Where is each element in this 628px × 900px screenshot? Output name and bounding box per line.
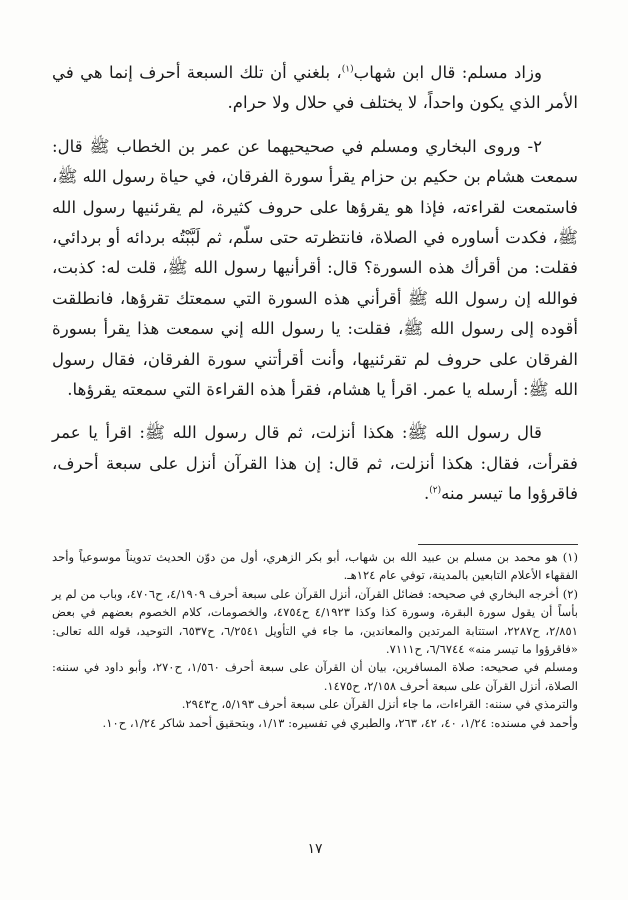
footnote-2-muslim: ومسلم في صحيحه: صلاة المسافرين، بيان أن القرآن على سبعة أحرف ١/٥٦٠، ح٢٧٠، وأبو داود في سننه: الصلاة، أنزل القرآن على سبعة أحرف ٢/١٥٨، ح١٤٧٥. [52, 660, 578, 693]
footnotes [52, 548, 578, 732]
footnote-2-tirmidhi: والترمذي في سننه: القراءات، ما جاء أنزل القرآن على سبعة أحرف ٥/١٩٣، ح٢٩٤٣. [181, 697, 578, 712]
footnote-2-ahmad: وأحمد في مسنده: ١/٢٤، ٤٠، ٤٢، ٢٦٣، والطبري في تفسيره: ١/١٣، وبتحقيق أحمد شاكر ١/٢٤، ح١٠. [102, 715, 578, 730]
book-page [52, 58, 578, 900]
footnote-ref-1[interactable]: (١) [341, 64, 354, 75]
main-text [52, 58, 578, 510]
paragraph-hadith-conclusion: قال رسول الله ﷺ: هكذا أنزلت، ثم قال رسول الله ﷺ: اقرأ يا عمر فقرأت، فقال: هكذا أنزلت، ثم قال: إن هذا القرآن أنزل على سبعة أحرف، فاقرؤوا ما تيسر منه$^{(٢)}$. [52, 423, 578, 504]
footnote-ref-2[interactable]: (٢) [429, 485, 442, 496]
footnote-1: (١) هو محمد بن مسلم بن عبيد الله بن شهاب، أبو بكر الزهري، أول من دوّن الحديث تدويناً موسوعياً وأحد الفقهاء الأعلام التابعين بالمدينة، توفي عام ١٢٤هـ. [52, 550, 578, 583]
page-number: ١٧ [307, 841, 323, 857]
footnote-2: (٢) أخرجه البخاري في صحيحه: فضائل القرآن، أنزل القرآن على سبعة أحرف ٤/١٩٠٩، ح٤٧٠٦، وباب من لم ير بأساً أن يقول سورة البقرة، وسورة كذا وكذا ٤/١٩٢٣ ح٤٧٥٤، والخصومات، كلام الخصوم بعضهم في بعض ٢/٨٥١، ح٢٢٨٧، استتابة المرتدين والمعاندين، ما جاء في التأويل ٦/٢٥٤١، ح٦٥٣٧، التوحيد، قوله الله تعالى: «فاقرؤوا ما تيسر منه» ٦/٦٧٤٤، ح٧١١١. [52, 586, 578, 657]
footnote-divider [418, 544, 578, 545]
paragraph-hadith-umar: ٢- وروى البخاري ومسلم في صحيحيهما عن عمر بن الخطاب ﷺ قال: سمعت هشام بن حكيم بن حزام يقرأ سورة الفرقان، في حياة رسول الله ﷺ، فاستمعت لقراءته، فإذا هو يقرؤها على حروف كثيرة، لم يقرئنيها رسول الله ﷺ، فكدت أساوره في الصلاة، فانتظرته حتى سلّم، ثم لَبَّبْتُه بردائه أو بردائي، فقلت: من أقرأك هذه السورة؟ قال: أقرأنيها رسول الله ﷺ، قلت له: كذبت، فوالله إن رسول الله ﷺ أقرأني هذه السورة التي سمعتك تقرؤها، فانطلقت أقوده إلى رسول الله ﷺ، فقلت: يا رسول الله إني سمعت هذا يقرأ بسورة الفرقان على حروف لم تقرئنيها، وأنت أقرأتني سورة الفرقان، فقال رسول الله ﷺ: أرسله يا عمر. اقرأ يا هشام، فقرأ هذه القراءة التي سمعته يقرؤها. [51, 136, 578, 400]
paragraph-zuhri-addition: وزاد مسلم: قال ابن شهاب$^{(١)}$، بلغني أن تلك السبعة أحرف إنما هي في الأمر الذي يكون واحداً، لا يختلف في حلال ولا حرام. [52, 63, 578, 113]
